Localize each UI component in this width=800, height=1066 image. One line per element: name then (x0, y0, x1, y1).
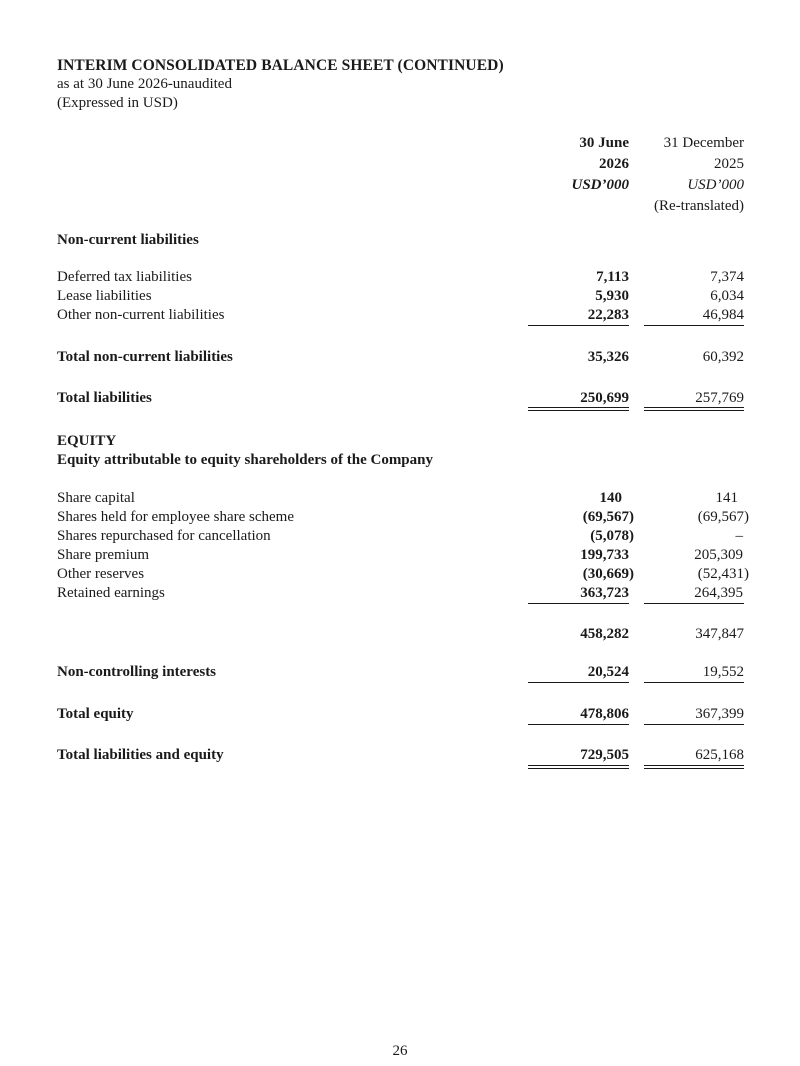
row-value-2026: (30,669) (582, 566, 634, 582)
row-label-total-equity: Total equity (57, 706, 134, 722)
col-2025-unit: USD’000 (687, 177, 744, 193)
row-value-2026: (5,078) (590, 528, 634, 544)
value-total-equity-2025: 367,399 (695, 706, 744, 722)
section-heading-equity: EQUITY (57, 433, 117, 449)
row-label: Other non-current liabilities (57, 307, 225, 323)
rule-underline (528, 682, 629, 683)
rule-underline (528, 603, 629, 604)
rule-underline (644, 724, 744, 725)
page-number: 26 (392, 1043, 408, 1059)
row-value-2025: – (735, 528, 743, 544)
value-total-noncurrent-2026: 35,326 (587, 349, 629, 365)
row-value-2025: 264,395 (694, 585, 743, 601)
row-value-2025: 7,374 (710, 269, 744, 285)
row-label-nci: Non-controlling interests (57, 664, 217, 680)
row-value-2026: (69,567) (582, 509, 634, 525)
rule-underline (644, 603, 744, 604)
row-value-2026: 140 (599, 490, 622, 506)
value-nci-2025: 19,552 (702, 664, 744, 680)
value-total-liabilities-2025: 257,769 (695, 390, 744, 406)
value-equity-subtotal-2026: 458,282 (580, 626, 629, 642)
row-value-2025: 141 (715, 490, 738, 506)
document-subtitle-currency: (Expressed in USD) (57, 95, 178, 111)
col-2025-note: (Re-translated) (654, 198, 744, 214)
row-value-2026: 5,930 (595, 288, 629, 304)
row-value-2026: 22,283 (587, 307, 629, 323)
row-value-2025: 6,034 (710, 288, 744, 304)
row-label: Retained earnings (57, 585, 165, 601)
row-label: Lease liabilities (57, 288, 152, 304)
col-2025-date: 31 December (663, 135, 744, 151)
row-value-2026: 363,723 (580, 585, 629, 601)
row-label: Share premium (57, 547, 150, 563)
rule-underline (528, 325, 629, 326)
value-equity-subtotal-2025: 347,847 (695, 626, 744, 642)
col-2026-unit: USD’000 (571, 177, 629, 193)
rule-double-underline (644, 407, 744, 411)
row-label-total-noncurrent: Total non-current liabilities (57, 349, 233, 365)
row-value-2025: 46,984 (702, 307, 744, 323)
value-total-liabilities-2026: 250,699 (580, 390, 629, 406)
col-2026-date: 30 June (579, 135, 629, 151)
rule-underline (528, 724, 629, 725)
col-2025-year: 2025 (714, 156, 744, 172)
row-value-2025: (69,567) (697, 509, 749, 525)
section-heading-noncurrent: Non-current liabilities (57, 232, 199, 248)
value-total-noncurrent-2025: 60,392 (702, 349, 744, 365)
section-subheading-equity: Equity attributable to equity shareholders of the Company (57, 452, 433, 468)
row-value-2025: (52,431) (697, 566, 749, 582)
value-total-liab-equity-2025: 625,168 (695, 747, 744, 763)
rule-double-underline (644, 765, 744, 769)
row-label: Other reserves (57, 566, 145, 582)
row-value-2026: 7,113 (596, 269, 629, 285)
row-label: Shares held for employee share scheme (57, 509, 294, 525)
row-label: Share capital (57, 490, 135, 506)
value-total-equity-2026: 478,806 (580, 706, 629, 722)
rule-underline (644, 325, 744, 326)
rule-double-underline (528, 407, 629, 411)
row-label-total-liab-equity: Total liabilities and equity (57, 747, 224, 763)
col-2026-year: 2026 (599, 156, 629, 172)
value-total-liab-equity-2026: 729,505 (580, 747, 629, 763)
row-label: Deferred tax liabilities (57, 269, 192, 285)
row-label-total-liabilities: Total liabilities (57, 390, 152, 406)
row-value-2025: 205,309 (694, 547, 743, 563)
document-subtitle-date: as at 30 June 2026-unaudited (57, 76, 232, 92)
document-title: INTERIM CONSOLIDATED BALANCE SHEET (CONTINUED) (57, 57, 504, 74)
row-value-2026: 199,733 (580, 547, 629, 563)
row-label: Shares repurchased for cancellation (57, 528, 271, 544)
rule-underline (644, 682, 744, 683)
rule-double-underline (528, 765, 629, 769)
value-nci-2026: 20,524 (587, 664, 629, 680)
